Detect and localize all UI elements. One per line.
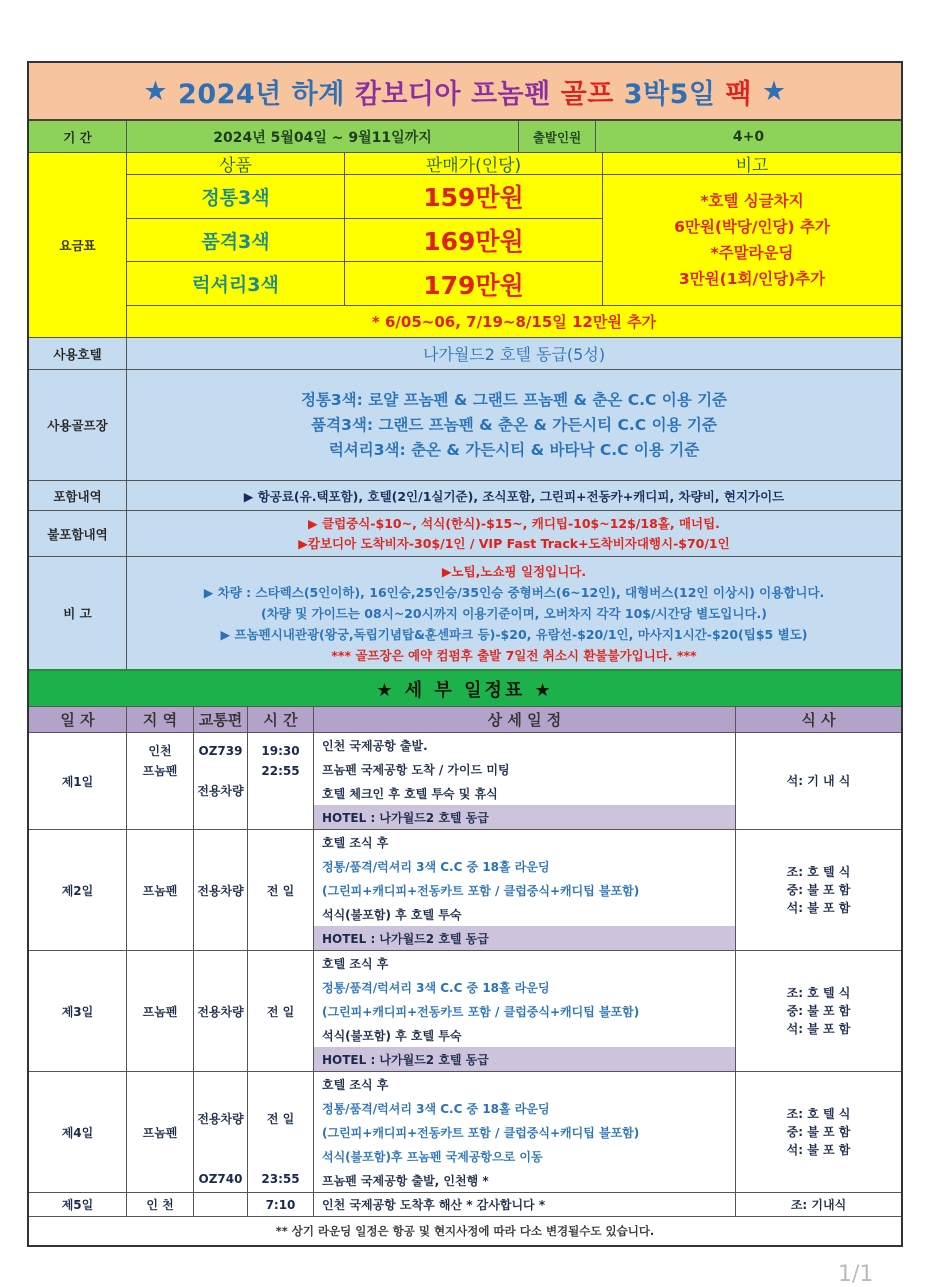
detail-line: 프놈펜 국제공항 도착 / 가이드 미팅	[322, 762, 510, 777]
meal-cell	[736, 1072, 901, 1192]
meal-text: 조: 호 텔 식	[786, 986, 851, 1000]
peak-surcharge: * 6/05~06, 7/19~8/15일 12만원 추가	[127, 305, 901, 337]
time-text: 23:55	[261, 1172, 300, 1186]
pricing-note-line: *주말라운딩	[710, 244, 794, 262]
included-row	[29, 481, 901, 511]
detail-line: 석식(불포함) 후 호텔 투숙	[322, 1028, 462, 1043]
meal-cell	[736, 951, 901, 1071]
col-header-meals: 식 사	[801, 711, 836, 729]
meal-text: 조: 호 텔 식	[786, 1107, 851, 1121]
table-row-day2	[29, 830, 901, 951]
pricing-note-line: *호텔 싱글차지	[700, 192, 804, 210]
transport-cell: 전용차량	[194, 951, 248, 1071]
meal-text: 석: 기 내 식	[786, 774, 851, 788]
time-cell: 전 일	[248, 951, 314, 1071]
region-cell	[127, 733, 194, 829]
page-indicator: 1/1	[838, 1262, 874, 1287]
golf-course-label: 사용골프장	[29, 370, 127, 480]
detail-line: (그린피+캐디피+전동카트 포함 / 클럽중식+캐디팁 불포함)	[322, 883, 640, 898]
title-part-year: 2024년 하계	[178, 78, 345, 110]
detail-line: (그린피+캐디피+전동카트 포함 / 클럽중식+캐디팁 불포함)	[322, 1004, 640, 1019]
meal-text: 석: 불 포 함	[786, 1143, 851, 1157]
hotel-value: 나가월드2 호텔 동급(5성)	[422, 345, 606, 364]
transport-cell: 전용차량	[194, 830, 248, 950]
detail-line: 정통/품격/럭셔리 3색 C.C 중 18홀 라운딩	[322, 1101, 550, 1116]
detail-line: 인천 국제공항 도착후 해산 * 감사합니다 *	[322, 1198, 546, 1212]
tour-package-sheet	[27, 61, 903, 1247]
col-header-day: 일 자	[29, 707, 127, 732]
meal-text: 조: 기내식	[790, 1197, 847, 1212]
day-cell: 제4일	[29, 1072, 127, 1192]
remarks-line: ▶노팁,노쇼핑 일정입니다.	[441, 563, 587, 579]
region-text: 인천	[148, 744, 172, 758]
title-part-pack: 팩	[725, 78, 752, 110]
schedule-header	[29, 707, 901, 733]
time-text: 22:55	[261, 764, 300, 778]
hotel-line: HOTEL : 나가월드2 호텔 동급	[314, 926, 735, 950]
meal-text: 석: 불 포 함	[786, 901, 851, 915]
col-header-region: 지 역	[127, 707, 194, 732]
detail-line: 석식(불포함)후 프놈펜 국제공항으로 이동	[322, 1149, 543, 1164]
title-part-golf: 골프	[560, 78, 614, 110]
schedule-footer-note: ** 상기 라운딩 일정은 항공 및 현지사정에 따라 다소 변경될수도 있습니다.	[275, 1224, 655, 1238]
detail-cell	[314, 1072, 736, 1192]
detail-line: 정통/품격/럭셔리 3색 C.C 중 18홀 라운딩	[322, 980, 550, 995]
hotel-line: HOTEL : 나가월드2 호텔 동급	[314, 805, 735, 829]
region-cell: 프놈펜	[127, 830, 194, 950]
golf-course-row	[29, 370, 901, 481]
detail-line: 인천 국제공항 출발.	[322, 738, 428, 753]
pricing-label: 요금표	[29, 153, 127, 337]
golf-course-line: 품격3색: 그랜드 프놈펜 & 춘온 & 가든시티 C.C 이용 기준	[311, 415, 717, 434]
meal-cell	[736, 1193, 901, 1216]
detail-line: 호텔 조식 후	[322, 956, 389, 971]
meal-text: 중: 불 포 함	[786, 1004, 851, 1018]
people-value: 4+0	[732, 128, 765, 145]
period-row	[29, 121, 901, 153]
detail-line: 호텔 조식 후	[322, 1077, 389, 1092]
pricing-notes	[603, 175, 901, 305]
remarks-line: *** 골프장은 예약 컴펌후 출발 7일전 취소시 환불불가입니다. ***	[331, 647, 697, 663]
remarks-line: ▶ 프놈펜시내관광(왕궁,독립기념탑&훈센파크 등)-$20, 유람선-$20/1인, 마사지1시간-$20(팁$5 별도)	[220, 626, 808, 642]
detail-line: (그린피+캐디피+전동카트 포함 / 클럽중식+캐디팁 불포함)	[322, 1125, 640, 1140]
time-cell	[248, 733, 314, 829]
day-cell: 제5일	[29, 1193, 127, 1216]
period-label: 기 간	[29, 121, 127, 152]
schedule-title: ★ 세 부 일정표 ★	[29, 669, 901, 707]
pricing-header-notes: 비고	[603, 153, 901, 175]
time-text: 19:30	[261, 744, 300, 758]
detail-line: 정통/품격/럭셔리 3색 C.C 중 18홀 라운딩	[322, 859, 550, 874]
detail-cell	[314, 830, 736, 950]
people-label: 출발인원	[519, 121, 596, 152]
meal-cell	[736, 830, 901, 950]
pricing-note-line: 3만원(1회/인당)추가	[678, 270, 826, 288]
included-label: 포함내역	[29, 481, 127, 510]
included-value: ▶ 항공료(유.택포함), 호텔(2인/1실기준), 조식포함, 그린피+전동카+캐디피, 차량비, 현지가이드	[243, 488, 785, 504]
star-icon: ★	[143, 75, 169, 107]
meal-cell	[736, 733, 901, 829]
pricing-section	[29, 153, 901, 338]
day-cell: 제1일	[29, 733, 127, 829]
col-header-details: 상 세 일 정	[314, 707, 736, 732]
star-icon: ★	[761, 75, 787, 107]
transport-cell	[194, 733, 248, 829]
product-price: 159만원	[423, 183, 524, 213]
meal-text: 석: 불 포 함	[786, 1022, 851, 1036]
pricing-header-price: 판매가(인당)	[345, 153, 602, 175]
region-text: 프놈펜	[142, 764, 178, 778]
detail-line: 석식(불포함) 후 호텔 투숙	[322, 907, 462, 922]
product-price: 179만원	[423, 270, 524, 300]
table-row-day5	[29, 1193, 901, 1217]
transport-text: 전용차량	[197, 1112, 244, 1126]
transport-text: OZ740	[198, 1172, 243, 1186]
time-text: 전 일	[266, 1112, 295, 1126]
product-price: 169만원	[423, 227, 524, 256]
detail-cell	[314, 1193, 736, 1216]
excluded-label: 불포함내역	[29, 511, 127, 556]
golf-course-line: 럭셔리3색: 춘온 & 가든시티 & 바타낙 C.C 이용 기준	[328, 440, 700, 459]
period-value: 2024년 5월04일 ~ 9월11일까지	[127, 121, 519, 152]
product-name: 정통3색	[201, 186, 270, 209]
hotel-line: HOTEL : 나가월드2 호텔 동급	[314, 1047, 735, 1071]
remarks-line: (차량 및 가이드는 08시~20시까지 이용기준이며, 오버차지 각각 10$/시간당 별도입니다.)	[261, 605, 767, 621]
title-part-duration: 3박5일	[623, 78, 716, 110]
time-cell: 7:10	[248, 1193, 314, 1216]
detail-cell	[314, 733, 736, 829]
golf-course-line: 정통3색: 로얄 프놈펜 & 그랜드 프놈펜 & 춘온 C.C 이용 기준	[300, 390, 728, 409]
detail-line: 호텔 체크인 후 호텔 투숙 및 휴식	[322, 786, 498, 801]
product-name: 럭셔리3색	[192, 274, 279, 297]
day-cell: 제3일	[29, 951, 127, 1071]
transport-text: 전용차량	[197, 784, 244, 798]
hotel-row	[29, 338, 901, 370]
meal-text: 중: 불 포 함	[786, 1125, 851, 1139]
product-name: 품격3색	[201, 230, 270, 253]
excluded-line: ▶ 클럽중식-$10~, 석식(한식)-$15~, 캐디팁-10$~12$/18홀, 매너팁.	[308, 515, 720, 531]
table-row-day4	[29, 1072, 901, 1193]
remarks-row	[29, 557, 901, 669]
col-header-transport: 교통편	[194, 707, 248, 732]
table-row-day1	[29, 733, 901, 830]
pricing-note-line: 6만원(박당/인당) 추가	[674, 218, 830, 236]
detail-line: 호텔 조식 후	[322, 835, 389, 850]
hotel-label: 사용호텔	[29, 338, 127, 369]
transport-text: OZ739	[198, 744, 243, 758]
time-cell: 전 일	[248, 830, 314, 950]
remarks-label: 비 고	[29, 557, 127, 669]
excluded-row	[29, 511, 901, 557]
transport-cell	[194, 1193, 248, 1216]
meal-text: 중: 불 포 함	[786, 883, 851, 897]
time-cell	[248, 1072, 314, 1192]
detail-cell	[314, 951, 736, 1071]
excluded-line: ▶캄보디아 도착비자-30$/1인 / VIP Fast Track+도착비자대행시-$70/1인	[298, 535, 730, 551]
pricing-header-product: 상품	[127, 153, 344, 175]
remarks-line: ▶ 차량 : 스타렉스(5인이하), 16인승,25인승/35인승 중형버스(6~12인), 대형버스(12인 이상시) 이용합니다.	[203, 584, 825, 600]
page-title	[29, 63, 901, 121]
day-cell: 제2일	[29, 830, 127, 950]
region-cell: 프놈펜	[127, 951, 194, 1071]
col-header-time: 시 간	[248, 707, 314, 732]
detail-line: 프놈펜 국제공항 출발, 인천행 *	[322, 1173, 489, 1188]
table-row-day3	[29, 951, 901, 1072]
meal-text: 조: 호 텔 식	[786, 865, 851, 879]
title-part-destination: 캄보디아 프놈펜	[354, 78, 551, 110]
region-cell: 인 천	[127, 1193, 194, 1216]
region-cell: 프놈펜	[127, 1072, 194, 1192]
transport-cell	[194, 1072, 248, 1192]
